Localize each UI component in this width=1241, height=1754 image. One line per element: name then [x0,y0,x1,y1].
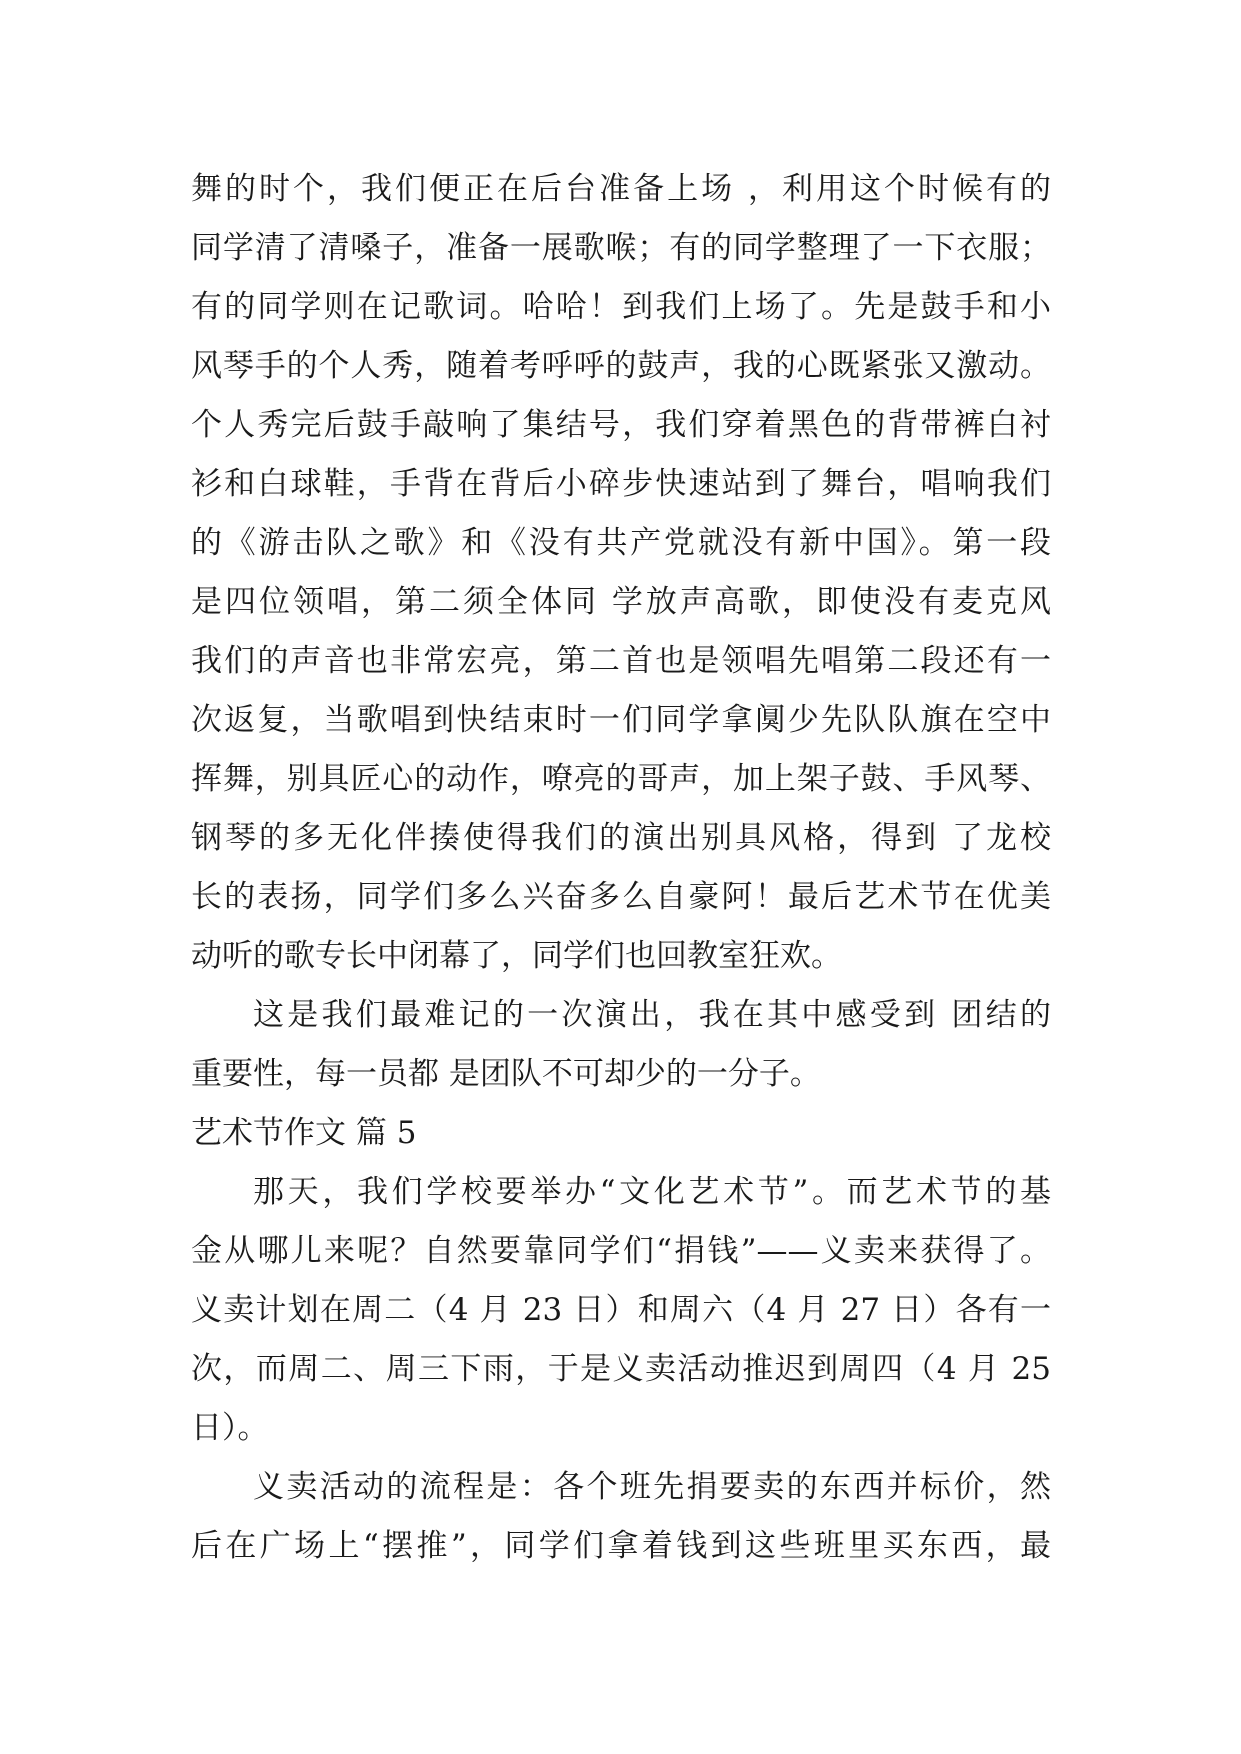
paragraph-1 [191,160,1051,986]
paragraph-2 [191,986,1051,1104]
text-line: 风琴手的个人秀，随着考呼呼的鼓声，我的心既紧张又激动。 [191,348,1051,384]
text-line: 同学清了清嗓子，准备一展歌喉；有的同学整理了一下衣服； [191,230,1051,266]
text-line: 重要性，每一员都 是团队不可却少的一分子。 [191,1056,821,1092]
text-line: 金从哪儿来呢？自然要靠同学们“捐钱”——义卖来获得了。 [191,1233,1051,1269]
text-line: 舞的时个，我们便正在后台准备上场 ，利用这个时候有的 [191,171,1051,207]
text-line: 动听的歌专长中闭幕了，同学们也回教室狂欢。 [191,938,842,974]
text-line: 义卖计划在周二（4 月 23 日）和周六（4 月 27 日）各有一 [191,1292,1051,1328]
text-line: 长的表扬，同学们多么兴奋多么自豪阿！最后艺术节在优美 [191,879,1051,915]
text-line: 个人秀完后鼓手敲响了集结号，我们穿着黑色的背带裤白衬 [191,407,1051,443]
paragraph-3 [191,1163,1051,1458]
text-line: 义卖活动的流程是：各个班先捐要卖的东西并标价，然 [253,1469,1051,1505]
text-line: 日）。 [191,1410,269,1446]
text-line: 是四位领唱，第二须全体同 学放声高歌，即使没有麦克风 [191,584,1051,620]
text-line: 我们的声音也非常宏亮，第二首也是领唱先唱第二段还有一 [191,643,1051,679]
text-line: 钢琴的多无化伴揍使得我们的演出别具风格，得到 了龙校 [191,820,1051,856]
text-line: 挥舞，别具匠心的动作，嘹亮的哥声，加上架子鼓、手风琴、 [191,761,1051,797]
text-line: 后在广场上“摆推”，同学们拿着钱到这些班里买东西，最 [191,1528,1051,1564]
text-line: 次，而周二、周三下雨，于是义卖活动推迟到周四（4 月 25 [191,1351,1051,1387]
section-heading: 艺术节作文 篇 5 [191,1115,417,1151]
text-line: 衫和白球鞋，手背在背后小碎步快速站到了舞台，唱响我们 [191,466,1051,502]
paragraph-4 [191,1458,1051,1576]
text-line: 次返复，当歌唱到快结束时一们同学拿阒少先队队旗在空中 [191,702,1051,738]
text-line: 有的同学则在记歌词。哈哈！到我们上场了。先是鼓手和小 [191,289,1051,325]
text-line: 的《游击队之歌》和《没有共产党就没有新中国》。第一段 [191,525,1051,561]
text-line: 这是我们最难记的一次演出，我在其中感受到 团结的 [253,997,1051,1033]
text-line: 那天，我们学校要举办“文化艺术节”。而艺术节的基 [253,1174,1051,1210]
document-body [191,160,1051,1576]
